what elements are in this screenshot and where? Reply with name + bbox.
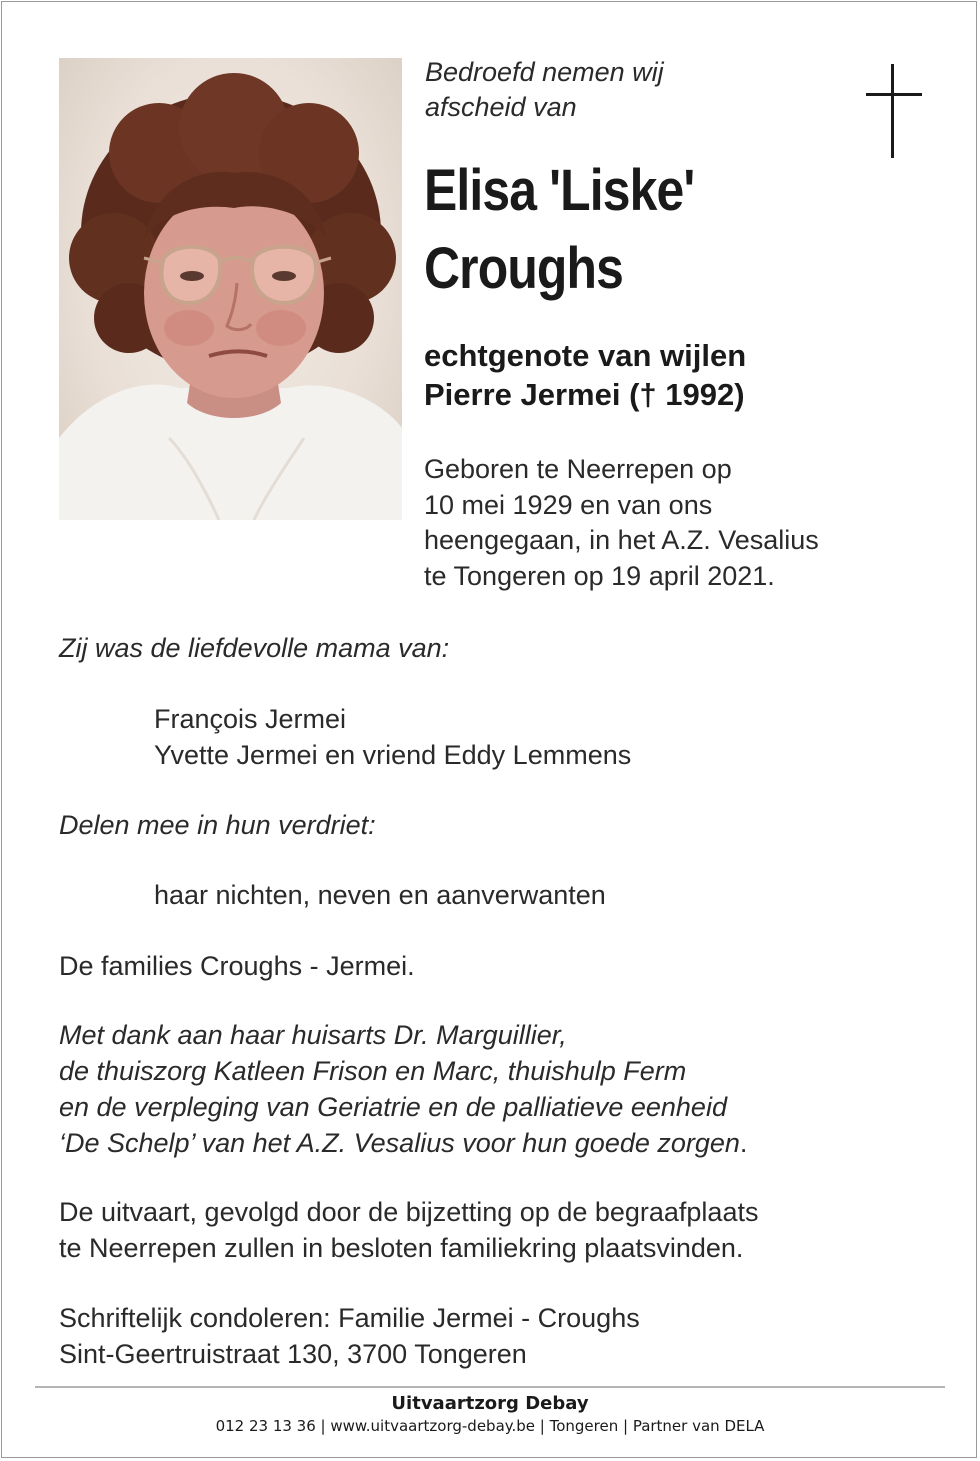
thanks-text: [59, 1017, 747, 1161]
latin-cross-icon: [866, 64, 922, 158]
birth-death-text: [424, 452, 819, 594]
spouse-line: echtgenote van wijlen: [424, 338, 747, 373]
families-text: De families Croughs - Jermei.: [59, 951, 415, 981]
deceased-name: [424, 152, 694, 308]
relatives-text: haar nichten, neven en aanverwanten: [154, 880, 606, 910]
birth-line: heengegaan, in het A.Z. Vesalius: [424, 525, 819, 555]
cross-horizontal-bar: [866, 93, 922, 96]
spouse-line: Pierre Jermei († 1992): [424, 377, 745, 412]
intro-line: Bedroefd nemen wij: [425, 57, 664, 87]
birth-line: te Tongeren op 19 april 2021.: [424, 560, 775, 591]
funeral-line: De uitvaart, gevolgd door de bijzetting op de begraafplaats: [59, 1197, 759, 1227]
thanks-line: de thuiszorg Katleen Frison en Marc, thuishulp Ferm: [59, 1056, 687, 1086]
spouse-text: [424, 336, 746, 414]
funeral-company-name: Uitvaartzorg Debay: [391, 1393, 589, 1414]
children-list: [154, 701, 631, 773]
name-line: Croughs: [424, 236, 624, 301]
children-heading: Zij was de liefdevolle mama van:: [59, 633, 450, 663]
thanks-line-text: ‘De Schelp’ van het A.Z. Vesalius voor hun goede zorgen: [59, 1128, 740, 1158]
mourners-heading: Delen mee in hun verdriet:: [59, 810, 376, 840]
thanks-period: .: [739, 1128, 748, 1158]
intro-text: [425, 55, 664, 125]
footer-divider: [35, 1386, 945, 1388]
thanks-line: [59, 1125, 747, 1161]
thanks-line: Met dank aan haar huisarts Dr. Marguillier,: [59, 1020, 567, 1050]
thanks-line: en de verpleging van Geriatrie en de palliatieve eenheid: [59, 1092, 727, 1122]
portrait-photo: [59, 58, 402, 520]
intro-line: afscheid van: [425, 92, 577, 122]
birth-line: Geboren te Neerrepen op: [424, 454, 732, 484]
child-name: Yvette Jermei en vriend Eddy Lemmens: [154, 740, 632, 770]
funeral-company-contact: 012 23 13 36 | www.uitvaartzorg-debay.be | Tongeren | Partner van DELA: [215, 1417, 765, 1435]
funeral-text: [59, 1194, 758, 1266]
condolences-line: Sint-Geertruistraat 130, 3700 Tongeren: [59, 1339, 527, 1369]
condolences-text: [59, 1300, 640, 1372]
birth-line: 10 mei 1929 en van ons: [424, 489, 713, 520]
funeral-line: te Neerrepen zullen in besloten familiekring plaatsvinden.: [59, 1233, 744, 1263]
child-name: François Jermei: [154, 704, 347, 734]
cross-vertical-bar: [891, 64, 894, 158]
name-line: Elisa 'Liske': [424, 158, 695, 223]
condolences-line: Schriftelijk condoleren: Familie Jermei - Croughs: [59, 1303, 640, 1333]
